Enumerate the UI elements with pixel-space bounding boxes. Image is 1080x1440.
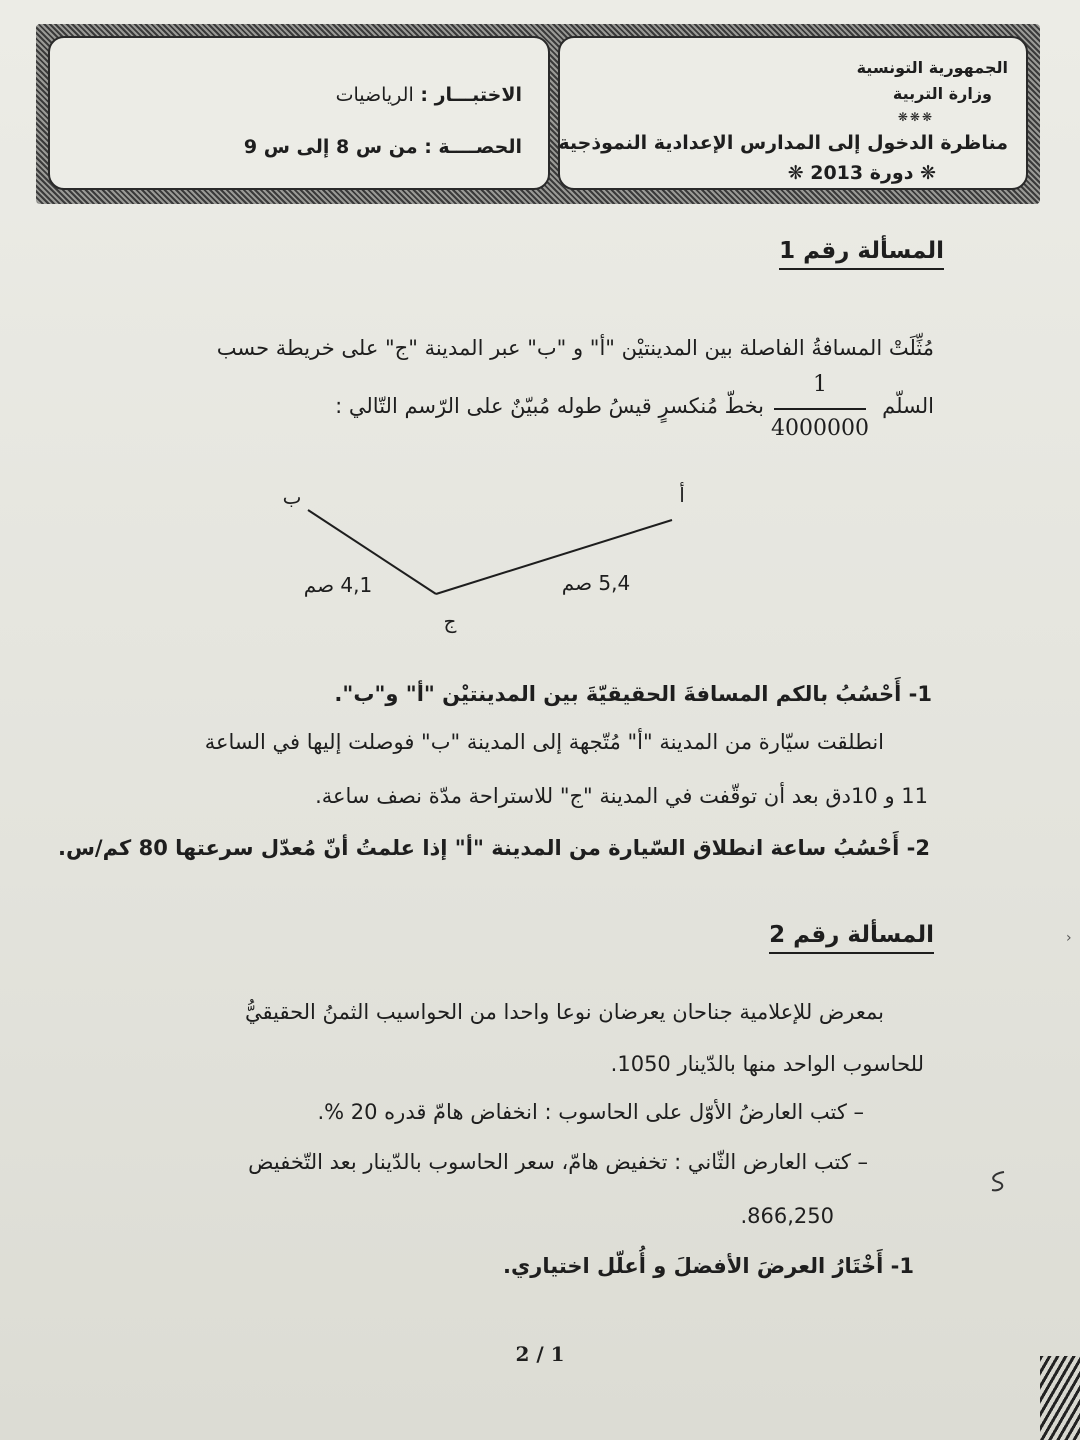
problem1-intro-line2-start: السلّم [882,394,934,418]
broken-line-diagram [280,478,720,648]
exam-label: الاختبـــار : [420,84,522,106]
point-a-label: أ [679,483,685,507]
problem1-intro-line1: مُثِّلَتْ المسافةُ الفاصلة بين المدينتيْن "أ" و "ب" عبر المدينة "ج" على خريطة حسب [216,336,934,360]
pen-mark-icon [984,1166,1014,1196]
length-ac-label: 5,4 صم [561,571,631,595]
exam-period [244,136,522,158]
problem1-intro-line2-end: بخطّ مُنكسرٍ قيسُ طوله مُبيّنٌ على الرّسم التّالي : [335,394,764,418]
problem2-intro-line2: للحاسوب الواحد منها بالدّينار 1050. [610,1052,924,1076]
problem1-question2: 2- أَحْسُبُ ساعة انطلاق السّيارة من المدينة "أ" إذا علمتُ أنّ مُعدّل سرعتها 80 كم/س. [57,836,930,860]
problem1-text-line1: انطلقت سيّارة من المدينة "أ" مُتّجهة إلى المدينة "ب" فوصلت إليها في الساعة [204,730,884,754]
scale-denominator: 4000000 [771,416,869,441]
fraction-bar [774,408,866,410]
problem2-question1: 1- أَخْتَارُ العرضَ الأفضلَ و أُعلّل اختياري. [503,1254,914,1278]
session-text: ❋ دورة 2013 ❋ [787,162,936,184]
page-number: 2 / 1 [515,1342,565,1366]
problem2-intro-line1: بمعرض للإعلامية جناحان يعرضان نوعا واحدا من الحواسيب الثمنُ الحقيقيُّ [244,1000,884,1024]
exam-subject [336,84,522,106]
period-value: من س 8 إلى س 9 [243,136,418,158]
problem2-item2-line1: – كتب العارض الثّاني : تخفيض هامّ، سعر الحاسوب بالدّينار بعد التّخفيض [248,1150,868,1174]
point-c-label: ج [443,609,457,633]
segment-ac [436,520,672,594]
period-label: الحصــــة : [424,136,522,158]
margin-mark-icon: › [1066,930,1072,946]
problem1-question1: 1- أَحْسُبُ بالكم المسافةَ الحقيقيّةَ بين المدينتيْن "أ" و"ب". [334,682,932,706]
problem1-text-line2: 11 و 10دق بعد أن توقّفت في المدينة "ج" للاستراحة مدّة نصف ساعة. [315,784,928,808]
header-frame [36,24,1040,204]
page-corner-shadow [1040,1356,1080,1440]
problem1-title: المسألة رقم 1 [779,238,944,270]
header-exam-box [48,36,550,190]
problem2-item2-line2: 866,250. [740,1204,834,1228]
contest-title: مناظرة الدخول إلى المدارس الإعدادية النموذجية [558,132,1008,154]
point-b-label: ب [282,485,302,509]
scale-fraction [770,372,870,450]
problem2-title: المسألة رقم 2 [769,922,934,954]
problem2-item1: – كتب العارضُ الأوّل على الحاسوب : انخفاض هامّ قدره 20 %. [317,1100,864,1124]
length-bc-label: 4,1 صم [303,573,373,597]
stars-ornament: ❋❋❋ [897,110,934,124]
scale-numerator: 1 [813,372,827,397]
header-institution-box [558,36,1028,190]
ministry-text: وزارة التربية [892,84,992,103]
republic-text: الجمهورية التونسية [856,58,1008,77]
exam-value: الرياضيات [335,84,414,106]
